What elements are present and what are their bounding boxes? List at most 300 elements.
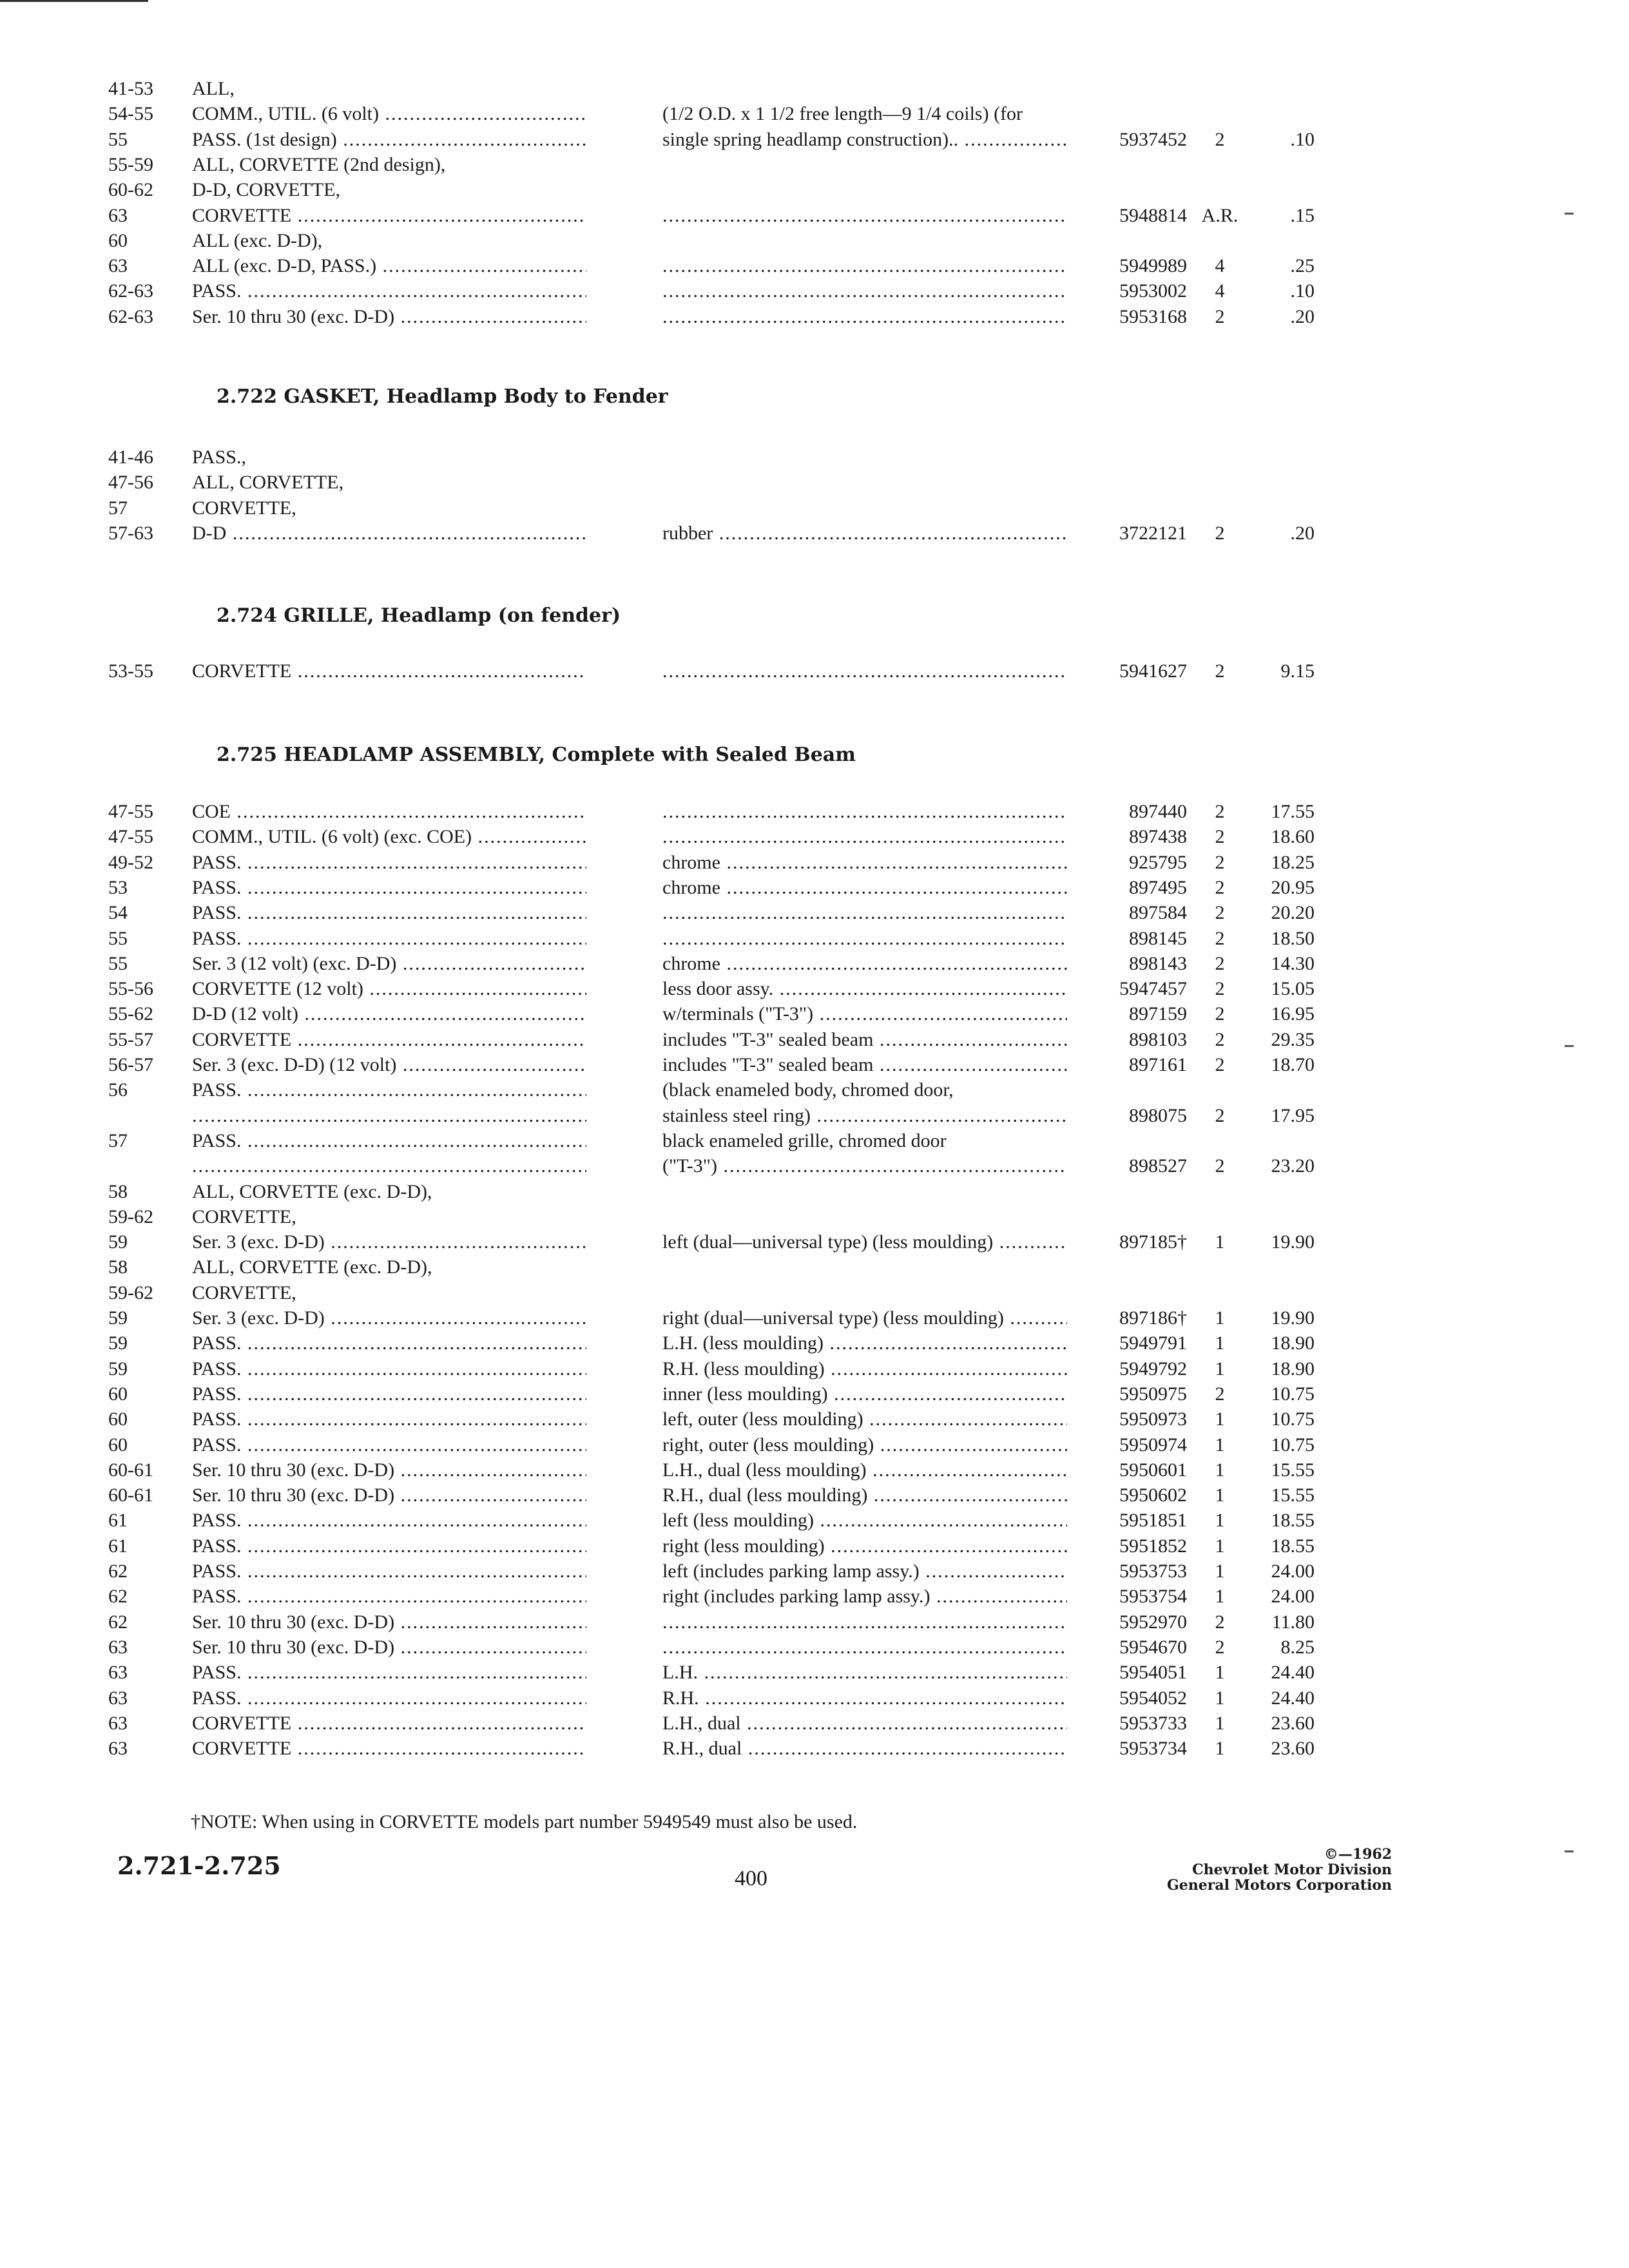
cell-years: 57 <box>108 1129 128 1151</box>
cell-qty: 2 <box>1215 1155 1225 1177</box>
cell-years: 63 <box>108 1662 128 1684</box>
cell-qty: 2 <box>1215 876 1225 898</box>
cell-qty: 2 <box>1215 1028 1225 1050</box>
cell-qty: 1 <box>1215 1687 1225 1709</box>
cell-qty: 2 <box>1215 978 1225 1000</box>
cell-years: 63 <box>108 1636 128 1658</box>
top-rule <box>0 0 148 2</box>
cell-years: 55 <box>108 952 128 974</box>
cell-model: CORVETTE, <box>192 497 296 519</box>
table-row <box>0 1381 1629 1407</box>
cell-desc: inner (less moulding) ..... <box>662 1381 1067 1407</box>
cell-desc <box>662 926 1067 952</box>
cell-desc <box>662 304 1067 330</box>
cell-years: 49-52 <box>108 851 153 873</box>
cell-years: 56 <box>108 1079 128 1101</box>
cell-years: 60-61 <box>108 1459 153 1481</box>
table-row <box>0 1077 1629 1103</box>
cell-years: 63 <box>108 1712 128 1734</box>
table-row <box>0 799 1629 825</box>
cell-qty: 1 <box>1215 1662 1225 1684</box>
cell-years: 60-62 <box>108 179 153 201</box>
table-row <box>0 1736 1629 1762</box>
table-row <box>0 1508 1629 1533</box>
cell-part: 3722121 <box>1119 522 1187 544</box>
cell-model: COMM., UTIL. (6 volt) ..... <box>192 101 586 127</box>
cell-model: PASS. ..... <box>192 1356 586 1382</box>
cell-price: 15.55 <box>1271 1459 1315 1481</box>
margin-mark <box>1565 1850 1574 1852</box>
cell-desc: L.H., dual ..... <box>662 1711 1067 1736</box>
cell-years: 47-55 <box>108 826 153 848</box>
table-row <box>0 203 1629 229</box>
cell-part: 5949989 <box>1119 255 1187 277</box>
cell-qty: 2 <box>1215 851 1225 873</box>
cell-model: CORVETTE, <box>192 1206 296 1227</box>
cell-years: 56-57 <box>108 1054 153 1075</box>
table-row <box>0 101 1629 127</box>
table-row <box>0 850 1629 876</box>
cell-qty: 4 <box>1215 255 1225 277</box>
cell-part: 5953753 <box>1119 1561 1187 1582</box>
cell-model: ALL, <box>192 78 235 99</box>
cell-model: CORVETTE ..... <box>192 1736 586 1762</box>
cell-price: 18.25 <box>1271 851 1315 873</box>
cell-desc: L.H. ..... <box>662 1660 1067 1686</box>
cell-desc: left, outer (less moulding) ..... <box>662 1407 1067 1432</box>
cell-model <box>192 1153 586 1179</box>
copyright: ©—1962 <box>1324 1846 1392 1863</box>
table-row <box>0 1052 1629 1078</box>
cell-price: .25 <box>1290 255 1315 277</box>
cell-price: 18.55 <box>1271 1535 1315 1557</box>
cell-model: ALL (exc. D-D), <box>192 229 323 251</box>
table-row <box>0 658 1629 684</box>
cell-years: 58 <box>108 1256 128 1278</box>
table-row <box>0 127 1629 153</box>
cell-price: 18.50 <box>1271 927 1315 949</box>
cell-qty: 1 <box>1215 1510 1225 1532</box>
cell-qty: 1 <box>1215 1535 1225 1557</box>
cell-part: 898143 <box>1129 952 1187 974</box>
cell-years: 62 <box>108 1611 128 1633</box>
cell-part: 5951852 <box>1119 1535 1187 1557</box>
cell-model: PASS. ..... <box>192 1660 586 1686</box>
cell-part: 5950601 <box>1119 1459 1187 1481</box>
cell-years: 47-56 <box>108 472 153 494</box>
cell-desc: chrome ..... <box>662 951 1067 977</box>
cell-years: 61 <box>108 1535 128 1557</box>
cell-qty: A.R. <box>1201 204 1239 226</box>
cell-price: 10.75 <box>1271 1408 1315 1430</box>
table-row <box>0 1103 1629 1129</box>
table-row <box>0 1483 1629 1508</box>
table-row <box>0 228 1629 254</box>
cell-years: 53-55 <box>108 660 153 682</box>
cell-model: Ser. 10 thru 30 (exc. D-D) ..... <box>192 1483 586 1508</box>
cell-desc: left (includes parking lamp assy.) ..... <box>662 1559 1067 1584</box>
table-row <box>0 1559 1629 1584</box>
cell-years: 60-61 <box>108 1485 153 1506</box>
table-row <box>0 1635 1629 1660</box>
cell-qty: 2 <box>1215 1611 1225 1633</box>
cell-model: CORVETTE (12 volt) ..... <box>192 976 586 1002</box>
cell-model: CORVETTE ..... <box>192 1711 586 1736</box>
cell-model: PASS. ..... <box>192 875 586 901</box>
cell-model: PASS. ..... <box>192 1559 586 1584</box>
cell-model: Ser. 3 (exc. D-D) ..... <box>192 1229 586 1255</box>
cell-model: Ser. 10 thru 30 (exc. D-D) ..... <box>192 1610 586 1635</box>
cell-model: D-D ..... <box>192 521 586 546</box>
cell-price: 18.90 <box>1271 1332 1315 1354</box>
table-row <box>0 1153 1629 1179</box>
cell-desc <box>662 278 1067 304</box>
cell-model: ALL, CORVETTE (2nd design), <box>192 153 446 175</box>
table-row <box>0 1254 1629 1280</box>
cell-price: 20.20 <box>1271 902 1315 924</box>
cell-years: 55-62 <box>108 1003 153 1025</box>
cell-years: 62 <box>108 1561 128 1582</box>
cell-qty: 1 <box>1215 1434 1225 1456</box>
cell-model: D-D, CORVETTE, <box>192 179 341 201</box>
cell-desc: right (includes parking lamp assy.) ..... <box>662 1584 1067 1610</box>
cell-desc: left (dual—universal type) (less moulding) ..... <box>662 1229 1067 1255</box>
cell-price: 18.55 <box>1271 1510 1315 1532</box>
cell-price: 18.60 <box>1271 826 1315 848</box>
cell-years: 59-62 <box>108 1282 153 1303</box>
cell-part: 5953754 <box>1119 1586 1187 1608</box>
cell-qty: 1 <box>1215 1561 1225 1582</box>
division-name: Chevrolet Motor Division <box>1192 1861 1392 1878</box>
cell-price: .20 <box>1290 305 1315 327</box>
cell-qty: 2 <box>1215 1104 1225 1126</box>
cell-years: 63 <box>108 255 128 277</box>
cell-years: 54 <box>108 902 128 924</box>
cell-model: ALL, CORVETTE (exc. D-D), <box>192 1180 432 1202</box>
cell-price: 19.90 <box>1271 1231 1315 1253</box>
cell-qty: 1 <box>1215 1358 1225 1379</box>
cell-price: 10.75 <box>1271 1383 1315 1405</box>
cell-qty: 1 <box>1215 1332 1225 1354</box>
cell-desc: right (dual—universal type) (less moulding) ..... <box>662 1305 1067 1331</box>
cell-qty: 2 <box>1215 1003 1225 1025</box>
table-row <box>0 1711 1629 1736</box>
page-number: 400 <box>735 1867 767 1890</box>
cell-part: 925795 <box>1129 851 1187 873</box>
cell-part: 898527 <box>1129 1155 1187 1177</box>
cell-model: D-D (12 volt) ..... <box>192 1001 586 1027</box>
cell-part: 898075 <box>1129 1104 1187 1126</box>
cell-qty: 1 <box>1215 1459 1225 1481</box>
table-row <box>0 470 1629 495</box>
cell-qty: 2 <box>1215 952 1225 974</box>
cell-model: ALL (exc. D-D, PASS.) ..... <box>192 253 586 279</box>
cell-model: COE ..... <box>192 799 586 825</box>
table-row <box>0 1331 1629 1356</box>
cell-part: 5954052 <box>1119 1687 1187 1709</box>
cell-years: 60 <box>108 229 128 251</box>
cell-model: PASS. ..... <box>192 900 586 926</box>
cell-desc: right (less moulding) ..... <box>662 1533 1067 1559</box>
cell-desc: w/terminals ("T-3") ..... <box>662 1001 1067 1027</box>
cell-price: 24.40 <box>1271 1687 1315 1709</box>
cell-years: 60 <box>108 1434 128 1456</box>
table-row <box>0 1027 1629 1053</box>
cell-years: 63 <box>108 1738 128 1760</box>
cell-model: Ser. 10 thru 30 (exc. D-D) ..... <box>192 304 586 330</box>
cell-part: 5953168 <box>1119 305 1187 327</box>
cell-price: 24.00 <box>1271 1586 1315 1608</box>
cell-qty: 4 <box>1215 280 1225 302</box>
cell-years: 54-55 <box>108 103 153 125</box>
cell-price: 8.25 <box>1280 1636 1315 1658</box>
cell-desc <box>662 799 1067 825</box>
cell-desc: (black enameled body, chromed door, <box>662 1079 954 1101</box>
cell-years: 57 <box>108 497 128 519</box>
cell-part: 5952970 <box>1119 1611 1187 1633</box>
cell-desc: R.H. (less moulding) ..... <box>662 1356 1067 1382</box>
table-row <box>0 824 1629 850</box>
cell-years: 59 <box>108 1332 128 1354</box>
cell-part: 897161 <box>1129 1054 1187 1075</box>
cell-part: 5950602 <box>1119 1485 1187 1506</box>
table-row <box>0 951 1629 977</box>
table-row <box>0 1407 1629 1432</box>
cell-price: 10.75 <box>1271 1434 1315 1456</box>
cell-price: 24.40 <box>1271 1662 1315 1684</box>
table-row <box>0 1179 1629 1205</box>
section-heading: 2.725 HEADLAMP ASSEMBLY, Complete with Sealed Beam <box>217 744 856 766</box>
footnote: †NOTE: When using in CORVETTE models part number 5949549 must also be used. <box>191 1811 858 1832</box>
cell-part: 5950973 <box>1119 1408 1187 1430</box>
cell-part: 5950975 <box>1119 1383 1187 1405</box>
cell-model: PASS. ..... <box>192 1128 586 1154</box>
cell-years: 60 <box>108 1383 128 1405</box>
table-row <box>0 76 1629 102</box>
cell-model: PASS. (1st design) ..... <box>192 127 586 153</box>
cell-desc: R.H., dual (less moulding) ..... <box>662 1483 1067 1508</box>
cell-model: PASS. ..... <box>192 926 586 952</box>
cell-years: 59 <box>108 1231 128 1253</box>
table-row <box>0 177 1629 203</box>
table-row <box>0 1457 1629 1483</box>
cell-part: 898145 <box>1129 927 1187 949</box>
cell-years: 53 <box>108 876 128 898</box>
cell-years: 55 <box>108 927 128 949</box>
cell-years: 55-56 <box>108 978 153 1000</box>
cell-part: 897495 <box>1129 876 1187 898</box>
cell-desc: single spring headlamp construction).. ..... <box>662 127 1067 153</box>
cell-model: CORVETTE, <box>192 1282 296 1303</box>
publisher-block <box>1095 1847 1392 1893</box>
cell-model: PASS. ..... <box>192 1381 586 1407</box>
cell-part: 5954670 <box>1119 1636 1187 1658</box>
cell-years: 62-63 <box>108 305 153 327</box>
table-row <box>0 900 1629 926</box>
section-heading: 2.724 GRILLE, Headlamp (on fender) <box>217 604 621 627</box>
table-row <box>0 875 1629 901</box>
section-range: 2.721-2.725 <box>117 1851 281 1880</box>
cell-part: 5949792 <box>1119 1358 1187 1379</box>
cell-price: 14.30 <box>1271 952 1315 974</box>
cell-qty: 2 <box>1215 826 1225 848</box>
cell-desc: black enameled grille, chromed door <box>662 1129 947 1151</box>
cell-price: 20.95 <box>1271 876 1315 898</box>
cell-years: 62-63 <box>108 280 153 302</box>
cell-part: 5941627 <box>1119 660 1187 682</box>
cell-model: PASS. ..... <box>192 1077 586 1103</box>
cell-model: CORVETTE ..... <box>192 658 586 684</box>
cell-price: .10 <box>1290 280 1315 302</box>
cell-part: 897440 <box>1129 801 1187 822</box>
cell-model: PASS. ..... <box>192 1533 586 1559</box>
table-row <box>0 926 1629 952</box>
cell-desc: chrome ..... <box>662 850 1067 876</box>
cell-price: 18.90 <box>1271 1358 1315 1379</box>
cell-qty: 1 <box>1215 1408 1225 1430</box>
table-row <box>0 1280 1629 1306</box>
cell-desc: ("T-3") ..... <box>662 1153 1067 1179</box>
table-row <box>0 495 1629 521</box>
cell-model: PASS. ..... <box>192 1686 586 1711</box>
cell-desc: left (less moulding) ..... <box>662 1508 1067 1533</box>
cell-years: 62 <box>108 1586 128 1608</box>
table-row <box>0 1229 1629 1255</box>
table-row <box>0 445 1629 470</box>
cell-price: 24.00 <box>1271 1561 1315 1582</box>
table-row <box>0 278 1629 304</box>
cell-price: 17.95 <box>1271 1104 1315 1126</box>
table-row <box>0 1610 1629 1635</box>
cell-model: PASS. ..... <box>192 850 586 876</box>
section-heading: 2.722 GASKET, Headlamp Body to Fender <box>217 385 668 408</box>
cell-part: 5948814 <box>1119 204 1187 226</box>
cell-part: 5937452 <box>1119 128 1187 150</box>
cell-desc: chrome ..... <box>662 875 1067 901</box>
cell-price: 23.20 <box>1271 1155 1315 1177</box>
cell-part: 897584 <box>1129 902 1187 924</box>
cell-desc <box>662 253 1067 279</box>
cell-price: 17.55 <box>1271 801 1315 822</box>
cell-desc: includes "T-3" sealed beam ..... <box>662 1052 1067 1078</box>
cell-desc: L.H., dual (less moulding) ..... <box>662 1457 1067 1483</box>
cell-part: 5953002 <box>1119 280 1187 302</box>
cell-qty: 1 <box>1215 1485 1225 1506</box>
cell-years: 63 <box>108 1687 128 1709</box>
cell-qty: 2 <box>1215 1383 1225 1405</box>
cell-desc: R.H., dual ..... <box>662 1736 1067 1762</box>
cell-qty: 1 <box>1215 1712 1225 1734</box>
cell-model: Ser. 10 thru 30 (exc. D-D) ..... <box>192 1635 586 1660</box>
cell-model: PASS. ..... <box>192 1508 586 1533</box>
cell-years: 59-62 <box>108 1206 153 1227</box>
table-row <box>0 1432 1629 1458</box>
cell-price: .20 <box>1290 522 1315 544</box>
table-row <box>0 521 1629 546</box>
cell-desc: L.H. (less moulding) ..... <box>662 1331 1067 1356</box>
cell-price: 9.15 <box>1280 660 1315 682</box>
cell-part: 5950974 <box>1119 1434 1187 1456</box>
table-row <box>0 1356 1629 1382</box>
cell-part: 5953734 <box>1119 1738 1187 1760</box>
cell-part: 5951851 <box>1119 1510 1187 1532</box>
cell-model: COMM., UTIL. (6 volt) (exc. COE) ..... <box>192 824 586 850</box>
cell-part: 5953733 <box>1119 1712 1187 1734</box>
cell-years: 47-55 <box>108 801 153 822</box>
table-row <box>0 976 1629 1002</box>
cell-years: 61 <box>108 1510 128 1532</box>
cell-years: 63 <box>108 204 128 226</box>
cell-part: 897438 <box>1129 826 1187 848</box>
cell-desc: (1/2 O.D. x 1 1/2 free length—9 1/4 coils) (for <box>662 103 1023 125</box>
cell-price: 18.70 <box>1271 1054 1315 1075</box>
cell-price: 23.60 <box>1271 1738 1315 1760</box>
cell-price: 15.05 <box>1271 978 1315 1000</box>
cell-years: 59 <box>108 1307 128 1329</box>
cell-years: 58 <box>108 1180 128 1202</box>
cell-years: 41-53 <box>108 78 153 99</box>
cell-desc <box>662 1635 1067 1660</box>
cell-model: CORVETTE ..... <box>192 1027 586 1053</box>
cell-model: Ser. 3 (exc. D-D) (12 volt) ..... <box>192 1052 586 1078</box>
cell-model: PASS. ..... <box>192 1584 586 1610</box>
cell-model: Ser. 3 (12 volt) (exc. D-D) ..... <box>192 951 586 977</box>
cell-desc <box>662 203 1067 229</box>
cell-desc: less door assy. ..... <box>662 976 1067 1002</box>
cell-years: 59 <box>108 1358 128 1379</box>
cell-desc: R.H. ..... <box>662 1686 1067 1711</box>
cell-model: Ser. 3 (exc. D-D) ..... <box>192 1305 586 1331</box>
table-row <box>0 152 1629 178</box>
cell-model: ALL, CORVETTE, <box>192 472 344 494</box>
cell-desc <box>662 824 1067 850</box>
cell-qty: 2 <box>1215 522 1225 544</box>
table-row <box>0 304 1629 330</box>
cell-qty: 2 <box>1215 128 1225 150</box>
cell-price: 16.95 <box>1271 1003 1315 1025</box>
table-row <box>0 1686 1629 1711</box>
cell-qty: 1 <box>1215 1586 1225 1608</box>
cell-qty: 2 <box>1215 305 1225 327</box>
cell-model: CORVETTE ..... <box>192 203 586 229</box>
table-row <box>0 1660 1629 1686</box>
cell-model: PASS. ..... <box>192 1331 586 1356</box>
cell-qty: 1 <box>1215 1231 1225 1253</box>
table-row <box>0 1533 1629 1559</box>
cell-desc <box>662 658 1067 684</box>
cell-price: 15.55 <box>1271 1485 1315 1506</box>
cell-desc: rubber ..... <box>662 521 1067 546</box>
cell-part: 5947457 <box>1119 978 1187 1000</box>
cell-price: 29.35 <box>1271 1028 1315 1050</box>
cell-model: PASS., <box>192 447 246 468</box>
cell-part: 897185† <box>1119 1231 1187 1253</box>
cell-model: Ser. 10 thru 30 (exc. D-D) ..... <box>192 1457 586 1483</box>
corporation-name: General Motors Corporation <box>1166 1877 1392 1894</box>
table-row <box>0 1584 1629 1610</box>
cell-desc: stainless steel ring) ..... <box>662 1103 1067 1129</box>
cell-model: PASS. ..... <box>192 1407 586 1432</box>
cell-price: .10 <box>1290 128 1315 150</box>
cell-qty: 1 <box>1215 1738 1225 1760</box>
cell-part: 897186† <box>1119 1307 1187 1329</box>
cell-part: 5954051 <box>1119 1662 1187 1684</box>
cell-price: 23.60 <box>1271 1712 1315 1734</box>
cell-qty: 2 <box>1215 902 1225 924</box>
cell-years: 41-46 <box>108 447 153 468</box>
cell-years: 55-59 <box>108 153 153 175</box>
cell-model: PASS. ..... <box>192 1432 586 1458</box>
